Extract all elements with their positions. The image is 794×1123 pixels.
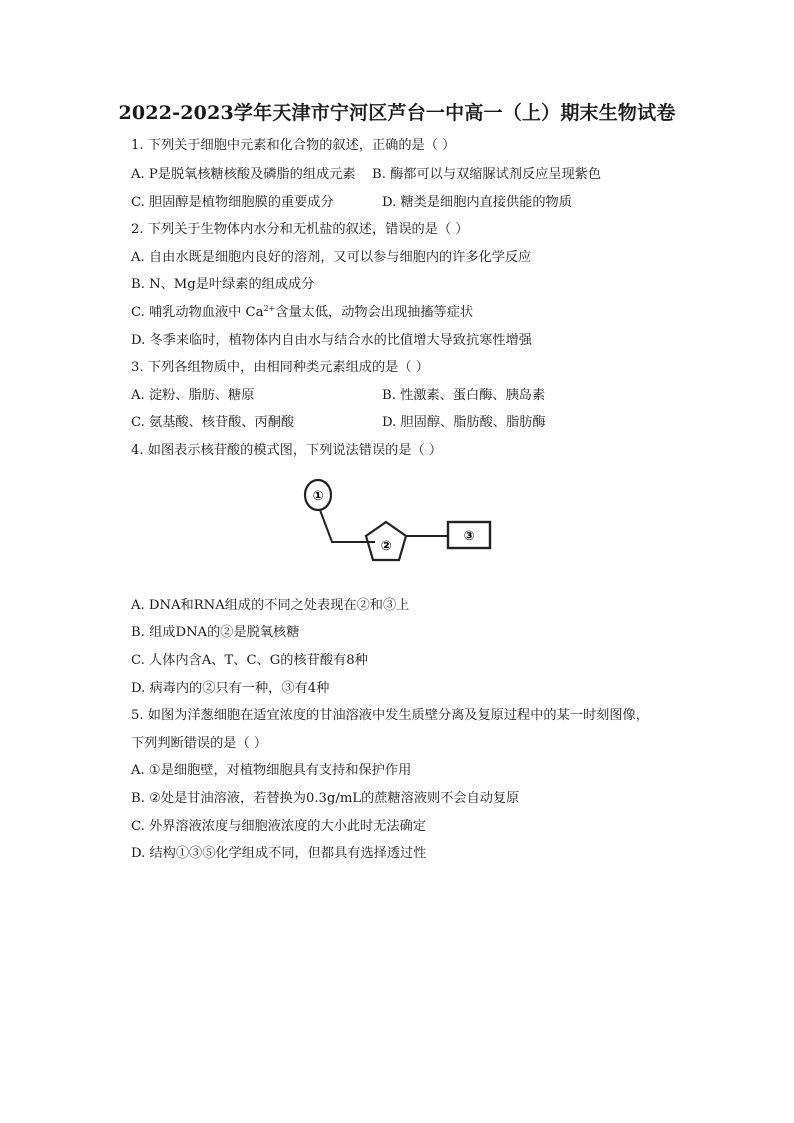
question-4-option-b: B. 组成DNA的②是脱氧核糖 — [131, 625, 300, 640]
question-4-option-d: D. 病毒内的②只有一种，③有4种 — [131, 681, 330, 696]
question-5-option-b: B. ②处是甘油溶液，若替换为0.3g/mL的蔗糖溶液则不会自动复原 — [131, 791, 520, 806]
question-2-option-b: B. N、Mg是叶绿素的组成成分 — [131, 277, 315, 292]
question-5-stem-continued: 下列判断错误的是（ ） — [131, 736, 268, 751]
question-2-option-c — [131, 304, 473, 322]
question-5-option-d: D. 结构①③⑤化学组成不同，但都具有选择透过性 — [131, 846, 427, 861]
diagram-label-2: ② — [380, 539, 392, 554]
question-1-option-b: B. 酶都可以与双缩脲试剂反应呈现紫色 — [372, 167, 602, 182]
diagram-label-1: ① — [312, 489, 324, 504]
question-3-stem: 3. 下列各组物质中，由相同种类元素组成的是（ ） — [131, 360, 429, 375]
question-2-option-d: D. 冬季来临时，植物体内自由水与结合水的比值增大导致抗寒性增强 — [131, 333, 532, 348]
page-title: 2022-2023学年天津市宁河区芦台一中高一（上）期末生物试卷 — [118, 102, 676, 124]
diagram-label-3: ③ — [463, 529, 475, 544]
question-3-option-d: D. 胆固醇、脂肪酸、脂肪酶 — [382, 415, 546, 430]
question-3-option-a: A. 淀粉、脂肪、糖原 — [131, 388, 255, 403]
question-1-option-c: C. 胆固醇是植物细胞膜的重要成分 — [131, 195, 334, 210]
question-1-option-d: D. 糖类是细胞内直接供能的物质 — [382, 195, 572, 210]
option-c-rest: 含量太低，动物会出现抽搐等症状 — [275, 305, 474, 320]
question-5-stem: 5. 如图为洋葱细胞在适宜浓度的甘油溶液中发生质壁分离及复原过程中的某一时刻图像， — [131, 708, 649, 723]
calcium-charge: 2+ — [263, 304, 276, 313]
question-4-stem: 4. 如图表示核苷酸的模式图，下列说法错误的是（ ） — [131, 443, 443, 458]
option-c-prefix: C. 哺乳动物血液中 Ca — [131, 305, 264, 320]
question-1-option-a: A. P是脱氧核糖核酸及磷脂的组成元素 — [131, 167, 356, 182]
nucleotide-diagram — [298, 470, 498, 580]
question-4-option-c: C. 人体内含A、T、C、G的核苷酸有8种 — [131, 653, 368, 668]
question-2-stem: 2. 下列关于生物体内水分和无机盐的叙述，错误的是（ ） — [131, 222, 469, 237]
question-1-stem: 1. 下列关于细胞中元素和化合物的叙述，正确的是（ ） — [131, 138, 456, 153]
question-5-option-c: C. 外界溶液浓度与细胞液浓度的大小此时无法确定 — [131, 819, 426, 834]
question-3-option-c: C. 氨基酸、核苷酸、丙酮酸 — [131, 415, 295, 430]
question-2-option-a: A. 自由水既是细胞内良好的溶剂，又可以参与细胞内的许多化学反应 — [131, 250, 532, 265]
question-3-option-b: B. 性激素、蛋白酶、胰岛素 — [382, 388, 546, 403]
question-4-option-a: A. DNA和RNA组成的不同之处表现在②和③上 — [131, 598, 410, 613]
question-5-option-a: A. ①是细胞壁，对植物细胞具有支持和保护作用 — [131, 763, 412, 778]
